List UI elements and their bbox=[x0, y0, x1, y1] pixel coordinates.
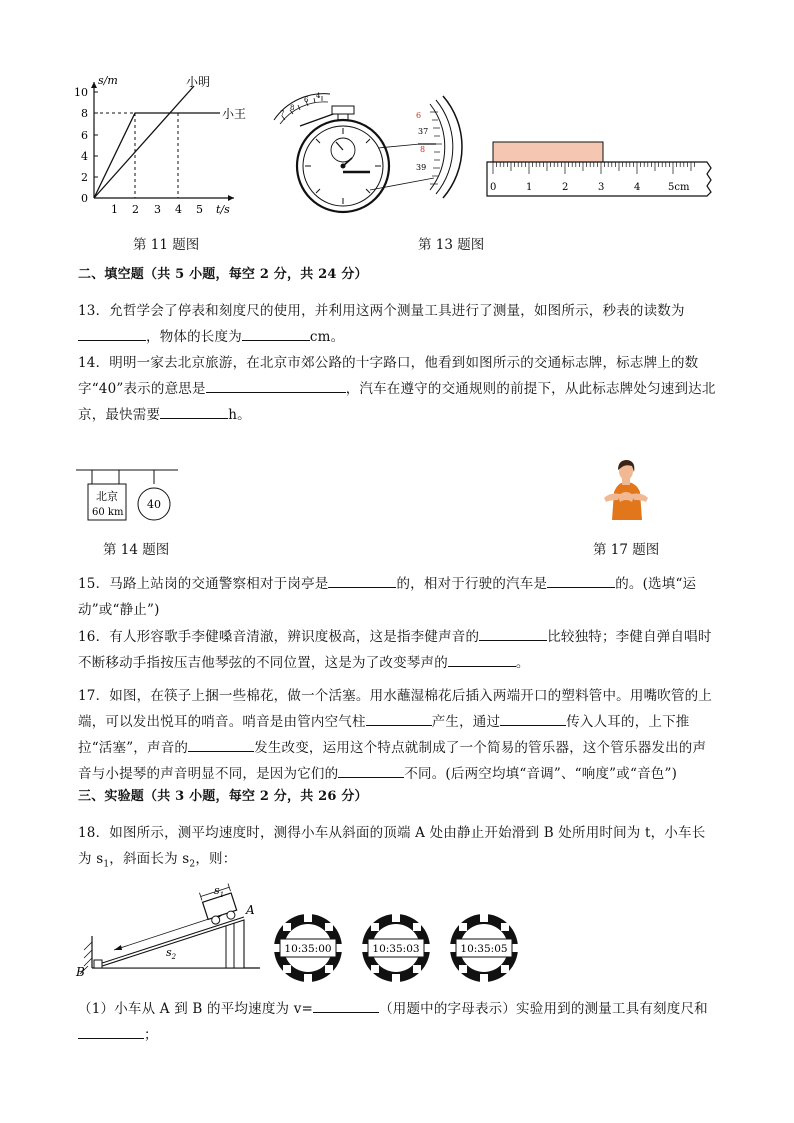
xtick-4: 4 bbox=[175, 203, 182, 216]
question-15 bbox=[78, 571, 718, 623]
label-xiaowang: 小王 bbox=[222, 107, 247, 121]
q14-text-b: ，汽车在遵守的交通规则的前提下，从此标志牌处匀速到达北京，最快需要 bbox=[78, 381, 716, 423]
label-s1: $s_1$ bbox=[214, 884, 225, 899]
measured-block bbox=[493, 142, 603, 162]
q18-sub1: 1 bbox=[103, 859, 110, 870]
q18-sub2: 2 bbox=[189, 859, 196, 870]
q13-blank-2[interactable] bbox=[242, 324, 310, 341]
q14-blank-1[interactable] bbox=[206, 376, 346, 393]
dial-mark-8: 8 bbox=[290, 104, 295, 112]
scale-mark-8: 8 bbox=[420, 145, 426, 154]
q18-1-text-a: （1）小车从 A 到 B 的平均速度为 v= bbox=[78, 1001, 314, 1017]
q18-1-blank-2[interactable] bbox=[78, 1022, 144, 1039]
fig18-incline bbox=[74, 880, 270, 980]
scale-mark-6: 6 bbox=[416, 111, 422, 120]
question-14 bbox=[78, 350, 718, 428]
fig17-caption: 第 17 题图 bbox=[593, 542, 660, 558]
ruler-tick-3: 3 bbox=[598, 182, 605, 193]
q15-blank-1[interactable] bbox=[328, 571, 396, 588]
scale-mark-37: 37 bbox=[418, 127, 429, 136]
question-17 bbox=[78, 683, 718, 787]
xiaowang-line bbox=[94, 113, 220, 198]
traffic-sign bbox=[74, 464, 186, 526]
q13-text-c: cm。 bbox=[309, 329, 345, 345]
dial-mark-7: 7 bbox=[280, 110, 285, 118]
ylabel: s/m bbox=[98, 74, 118, 87]
fig13-stopwatch bbox=[270, 86, 470, 222]
q17-blank-1[interactable] bbox=[366, 709, 432, 726]
q16-blank-2[interactable] bbox=[448, 650, 516, 667]
scale-mark-39: 39 bbox=[416, 163, 427, 172]
question-16 bbox=[78, 624, 718, 676]
fig11-caption: 第 11 题图 bbox=[133, 237, 200, 253]
ruler-tick-1: 1 bbox=[526, 182, 533, 193]
q15-text-b: 的，相对于行驶的汽车是 bbox=[396, 576, 548, 592]
sign-speed: 40 bbox=[147, 498, 161, 511]
q18-1-text-b: （用题中的字母表示）实验用到的测量工具有刻度尺和 bbox=[379, 1001, 708, 1017]
ytick-6: 6 bbox=[81, 129, 88, 142]
ruler-tick-4: 4 bbox=[634, 182, 641, 193]
clock-time-3: 10:35:05 bbox=[460, 943, 508, 955]
q15-text-a: 15．马路上站岗的交通警察相对于岗亭是 bbox=[78, 576, 329, 592]
clock-time-1: 10:35:00 bbox=[284, 943, 332, 955]
fig13-ruler bbox=[485, 138, 717, 200]
q16-text-c: 。 bbox=[515, 655, 530, 671]
fig11-graph bbox=[70, 72, 260, 222]
xtick-3: 3 bbox=[154, 203, 161, 216]
section2-title: 二、填空题（共 5 小题，每空 2 分，共 24 分） bbox=[78, 267, 368, 282]
xtick-5: 5 bbox=[196, 203, 203, 216]
q18-text-a: 18．如图所示，测平均速度时，测得小车从斜面的顶端 A 处由静止开始滑到 B 处所用时间为 t，小车长为 s bbox=[78, 825, 706, 867]
question-13 bbox=[78, 298, 718, 350]
ytick-2: 2 bbox=[81, 171, 88, 184]
q17-text-c: 传入人耳的，上下推拉“活塞”，声音的 bbox=[78, 714, 690, 756]
xtick-1: 1 bbox=[111, 203, 118, 216]
q14-text-c: h。 bbox=[228, 407, 251, 423]
ytick-10: 10 bbox=[74, 86, 88, 99]
q17-blank-3[interactable] bbox=[188, 735, 254, 752]
dial-mark-4: 4 bbox=[316, 92, 321, 100]
clock-2 bbox=[362, 914, 430, 982]
ruler-tick-0: 0 bbox=[490, 182, 497, 193]
ytick-8: 8 bbox=[81, 107, 88, 120]
q14-text-a: 14．明明一家去北京旅游，在北京市郊公路的十字路口，他看到如图所示的交通标志牌，标志牌上的数字“40”表示的意思是 bbox=[78, 355, 699, 397]
q13-blank-1[interactable] bbox=[78, 324, 146, 341]
q18-1-text-c: ； bbox=[144, 1027, 158, 1043]
q17-text-e: 不同。(后两空均填“音调”、“响度”或“音色”) bbox=[404, 766, 678, 782]
q16-text-b: 比较独特；李健自弹自唱时不断移动手指按压吉他琴弦的不同位置，这是为了改变琴声的 bbox=[78, 629, 712, 671]
label-B: B bbox=[76, 965, 85, 979]
clock-1 bbox=[274, 914, 342, 982]
q17-text-a: 17．如图，在筷子上捆一些棉花，做一个活塞。用水蘸湿棉花后插入两端开口的塑料管中。用嘴吹管的上端，可以发出悦耳的哨音。哨音是由管内空气柱 bbox=[78, 688, 713, 730]
label-s2: $s_2$ bbox=[166, 946, 177, 961]
fig17-singer bbox=[596, 458, 656, 520]
clock-time-2: 10:35:03 bbox=[372, 943, 420, 955]
sign-city: 北京 bbox=[96, 490, 118, 503]
fig13-caption: 第 13 题图 bbox=[418, 237, 485, 253]
ruler-tick-5: 5cm bbox=[668, 182, 690, 193]
q17-blank-4[interactable] bbox=[338, 761, 404, 778]
q16-blank-1[interactable] bbox=[479, 624, 547, 641]
q17-text-d: 发生改变，运用这个特点就制成了一个简易的管乐器，这个管乐器发出的声音与小提琴的声音明显不同，是因为它们的 bbox=[78, 740, 707, 782]
xiaoming-line bbox=[94, 86, 194, 198]
q17-text-b: 产生，通过 bbox=[431, 714, 501, 730]
q18-text-c: ，则： bbox=[195, 851, 237, 867]
q15-blank-2[interactable] bbox=[547, 571, 615, 588]
sign-distance: 60 km bbox=[92, 507, 124, 518]
section3-title: 三、实验题（共 3 小题，每空 2 分，共 26 分） bbox=[78, 789, 368, 804]
label-A: A bbox=[246, 903, 255, 917]
q13-text-b: ，物体的长度为 bbox=[146, 329, 242, 345]
ytick-4: 4 bbox=[81, 150, 88, 163]
q18-1-blank-1[interactable] bbox=[313, 996, 379, 1013]
q14-blank-2[interactable] bbox=[160, 402, 228, 419]
ytick-0: 0 bbox=[81, 192, 88, 205]
q13-text-a: 13．允哲学会了停表和刻度尺的使用，并利用这两个测量工具进行了测量，如图所示，秒表的读数为 bbox=[78, 303, 685, 319]
fig18-clocks bbox=[270, 906, 530, 990]
q15-text-c: 的。(选填“运动”或“静止”) bbox=[78, 576, 697, 618]
clock-3 bbox=[450, 914, 518, 982]
q18-text-b: ，斜面长为 s bbox=[109, 851, 190, 867]
dial-mark-6: 6 bbox=[304, 96, 309, 104]
xlabel: t/s bbox=[216, 203, 230, 216]
question-18 bbox=[78, 820, 718, 878]
fig14-caption: 第 14 题图 bbox=[103, 542, 170, 558]
q16-text-a: 16．有人形容歌手李健嗓音清澈，辨识度极高，这是指李健声音的 bbox=[78, 629, 480, 645]
label-xiaoming: 小明 bbox=[186, 75, 211, 89]
q17-blank-2[interactable] bbox=[500, 709, 566, 726]
ruler-tick-2: 2 bbox=[562, 182, 569, 193]
question-18-1 bbox=[78, 996, 718, 1048]
xtick-2: 2 bbox=[132, 203, 139, 216]
